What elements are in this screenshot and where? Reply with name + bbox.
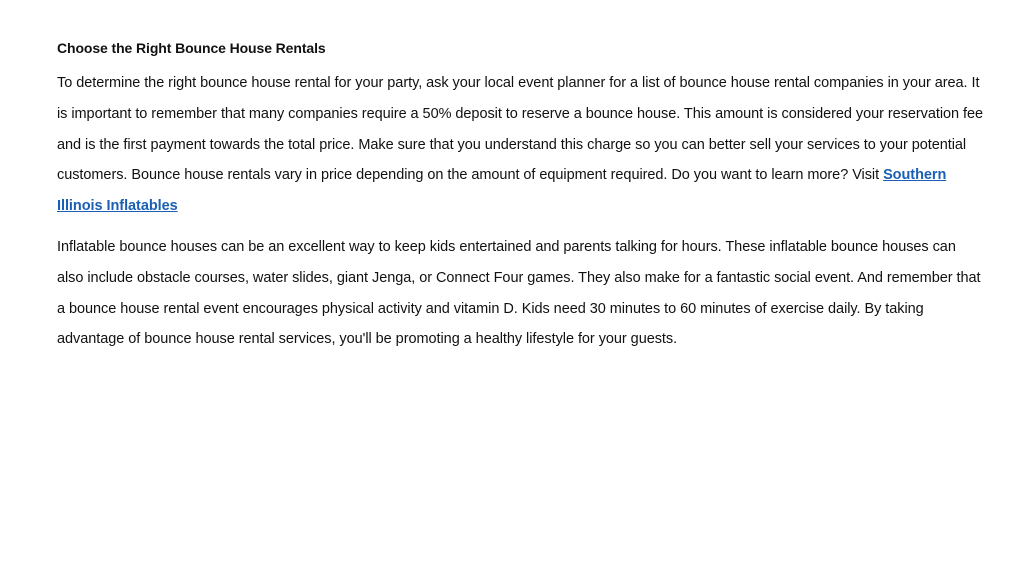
paragraph-2: Inflatable bounce houses can be an excellent way to keep kids entertained and parents talking for hours. These inflatable bounce houses can also include obstacle courses, water slides, giant Jenga, or Connect Four games. They also make for a fantastic social event. And remember that a bounce house rental event encourages physical activity and vitamin D. Kids need 30 minutes to 60 minutes of exercise daily. By taking advantage of bounce house rental services, you'll be promoting a healthy lifestyle for your guests. <box>57 238 981 348</box>
southern-illinois-inflatables-link[interactable]: Southern Illinois Inflatables <box>57 167 947 215</box>
paragraph-1-text: To determine the right bounce house rental for your party, ask your local event planner for a list of bounce house rental companies in your area. It is important to remember that many companies require a 50% deposit to reserve a bounce house. This amount is considered your reservation fee and is the first payment towards the total price. Make sure that you understand this charge so you can better sell your services to your potential customers. Bounce house rentals vary in price depending on the amount of equipment required. Do you want to learn more? Visit <box>57 75 984 184</box>
paragraph-1 <box>57 68 984 222</box>
page-title: Choose the Right Bounce House Rentals <box>57 40 326 56</box>
